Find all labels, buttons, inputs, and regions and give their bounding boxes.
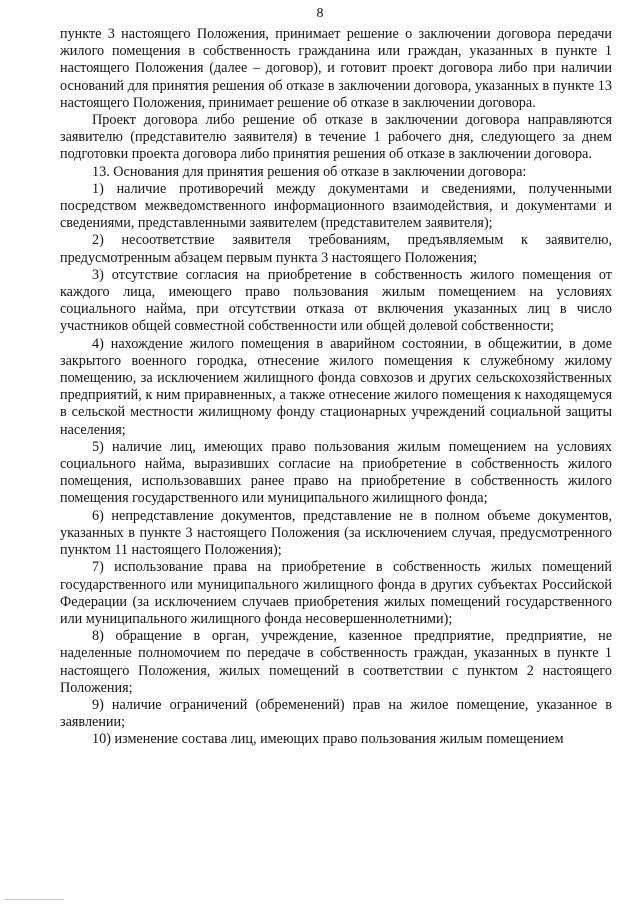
- paragraph: 13. Основания для принятия решения об отказе в заключении договора:: [92, 163, 527, 180]
- paragraph: пункте 3 настоящего Положения, принимает решение о заключении договора передачи жилого помещения в собственность гражданина или граждан, указанных в пункте 1 настоящего Положения (далее – договор), и готовит проект договора либо при наличии оснований для принятия решения об отказе в заключении договора, указанных в пункте 13 настоящего Положения, принимает решение об отказе в заключении договора.: [60, 26, 612, 111]
- paragraph: Проект договора либо решение об отказе в заключении договора направляются заявителю (представителю заявителя) в течение 1 рабочего дня, следующего за днем подготовки проекта договора либо принятия решения об отказе в заключении договора.: [60, 112, 612, 163]
- paragraph: 10) изменение состава лиц, имеющих право пользования жилым помещением: [92, 731, 564, 748]
- document-body: [60, 26, 612, 749]
- paragraph: 9) наличие ограничений (обременений) прав на жилое помещение, указанное в заявлении;: [60, 696, 612, 731]
- page-number: 8: [316, 6, 324, 21]
- paragraph: 6) непредставление документов, представление не в полном объеме документов, указанных в пункте 3 настоящего Положения (за исключением случая, предусмотренного пунктом 11 настоящего Положения);: [60, 507, 612, 559]
- paragraph: 7) использование права на приобретение в собственность жилых помещений государственного или муниципального жилищного фонда в других субъектах Российской Федерации (за исключением случаев приобретения жилых помещений государственного или муниципального жилищного фонда несовершеннолетними);: [60, 559, 612, 627]
- scan-edge-line: [4, 899, 64, 900]
- paragraph: 1) наличие противоречий между документами и сведениями, полученными посредством межведомственного информационного взаимодействия, и документами и сведениями, представленными заявителем (представителем заявителя);: [60, 180, 612, 232]
- paragraph: 5) наличие лиц, имеющих право пользования жилым помещением на условиях социального найма, выразивших согласие на приобретение в собственность жилого помещения, использовавших ранее право на приобретение в собственность жилого помещения государственного или муниципального жилищного фонда;: [60, 438, 612, 507]
- paragraph: 3) отсутствие согласия на приобретение в собственность жилого помещения от каждого лица, имеющего право пользования жилым помещением на условиях социального найма, при отсутствии отказа от включения указанных лиц в число участников общей совместной собственности или общей долевой собственности;: [60, 266, 612, 335]
- paragraph: 2) несоответствие заявителя требованиям, предъявляемым к заявителю, предусмотренным абзацем первым пункта 3 настоящего Положения;: [60, 232, 612, 266]
- paragraph: 8) обращение в орган, учреждение, казенное предприятие, предприятие, не наделенные полномочием по передаче в собственность граждан, указанных в пункте 1 настоящего Положения, жилых помещений в соответствии с пунктом 2 настоящего Положения;: [60, 628, 612, 696]
- paragraph: 4) нахождение жилого помещения в аварийном состоянии, в общежитии, в доме закрытого военного городка, отнесение жилого помещения к служебному жилому помещению, за исключением жилищного фонда совхозов и других сельскохозяйственных предприятий, к ним приравненных, а также отнесение жилого помещения к находящемуся в сельской местности жилищному фонду стационарных учреждений социальной защиты населения;: [60, 335, 612, 438]
